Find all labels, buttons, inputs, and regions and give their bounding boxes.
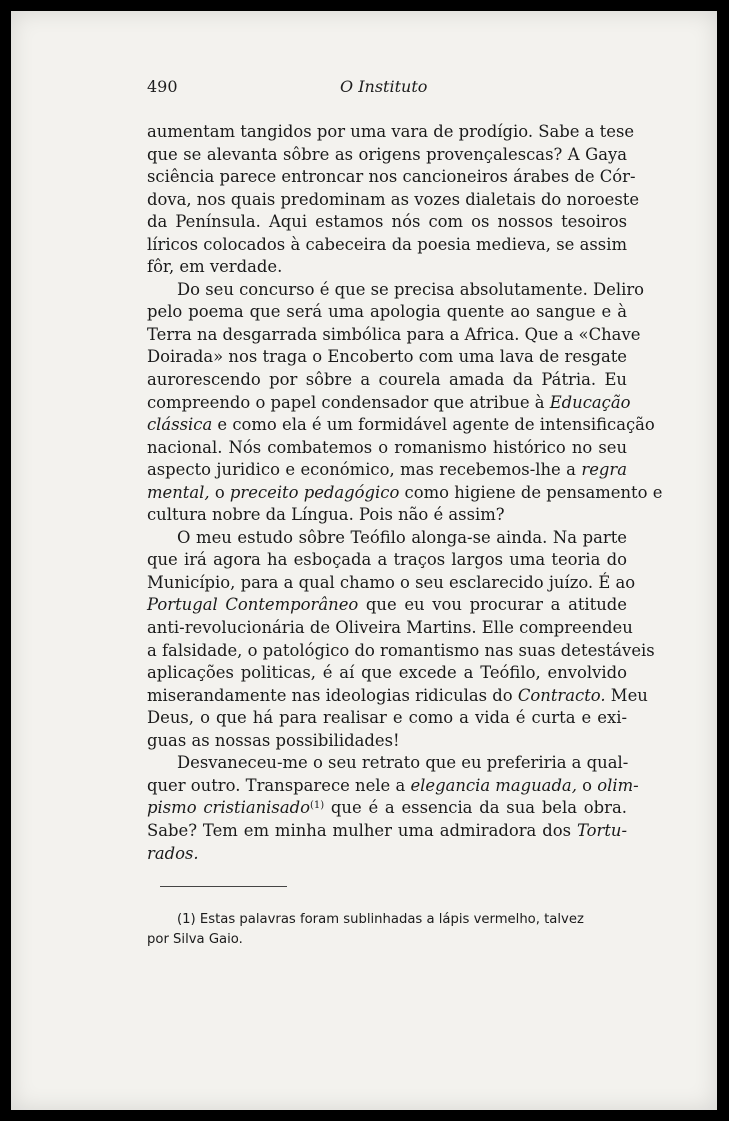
text-line: Terra na desgarrada simbólica para a Africa. Que a «Chave bbox=[147, 324, 641, 344]
text-line: quer outro. Transparece nele a elegancia maguada, o olim- bbox=[147, 775, 639, 795]
footnotes bbox=[147, 910, 627, 949]
text-line: aspecto juridico e económico, mas recebemos-lhe a regra bbox=[147, 460, 627, 480]
text-line: anti-revolucionária de Oliveira Martins. Elle compreendeu bbox=[147, 618, 633, 638]
running-head bbox=[147, 77, 581, 105]
journal-title: O Instituto bbox=[340, 77, 428, 96]
body-text bbox=[147, 121, 663, 865]
text-line: dova, nos quais predominam as vozes dialetais do noroeste bbox=[147, 189, 640, 209]
text-line: pelo poema que será uma apologia quente ao sangue e à bbox=[147, 302, 627, 322]
text-line: sciência parece entroncar nos cancioneiros árabes de Cór- bbox=[147, 167, 636, 187]
text-line: clássica e como ela é um formidável agente de intensificação bbox=[147, 415, 655, 435]
text-line: nacional. Nós combatemos o romanismo histórico no seu bbox=[147, 437, 627, 457]
text-line: que se alevanta sôbre as origens provençalescas? A Gaya bbox=[147, 144, 627, 164]
text-line: Doirada» nos traga o Encoberto com uma lava de resgate bbox=[147, 347, 627, 367]
text-line: rados. bbox=[147, 843, 199, 863]
text-line: miserandamente nas ideologias ridiculas do Contracto. Meu bbox=[147, 685, 648, 705]
text-line: que irá agora ha esboçada a traços largos uma teoria do bbox=[147, 550, 627, 570]
text-line: Deus, o que há para realisar e como a vida é curta e exi- bbox=[147, 708, 627, 728]
text-line: Sabe? Tem em minha mulher uma admiradora dos Tortu- bbox=[147, 820, 627, 840]
text-line: Município, para a qual chamo o seu esclarecido juízo. É ao bbox=[147, 572, 636, 592]
text-line: Portugal Contemporâneo que eu vou procurar a atitude bbox=[147, 595, 628, 615]
page-number: 490 bbox=[147, 77, 178, 96]
text-line: cultura nobre da Língua. Pois não é assim? bbox=[147, 505, 505, 525]
footnote-1 bbox=[147, 910, 627, 930]
text-line: compreendo o papel condensador que atribue à Educação bbox=[147, 392, 631, 412]
text-line: líricos colocados à cabeceira da poesia medieva, se assim bbox=[147, 234, 627, 254]
text-line: da Península. Aqui estamos nós com os nossos tesoiros bbox=[147, 212, 627, 232]
text-line: aplicações politicas, é aí que excede a Teófilo, envolvido bbox=[147, 663, 627, 683]
text-line: Do seu concurso é que se precisa absolutamente. Deliro bbox=[177, 279, 645, 299]
footnote-text: Estas palavras foram sublinhadas a lápis vermelho, talvez bbox=[199, 912, 584, 927]
text-line: guas as nossas possibilidades! bbox=[147, 730, 400, 750]
footnote-marker: (1) bbox=[177, 912, 196, 927]
text-line: mental, o preceito pedagógico como higiene de pensamento e bbox=[147, 482, 663, 502]
text-line: fôr, em verdade. bbox=[147, 257, 283, 277]
text-line: a falsidade, o patológico do romantismo nas suas detestáveis bbox=[147, 640, 655, 660]
text-line: Desvaneceu-me o seu retrato que eu preferiria a qual- bbox=[177, 753, 629, 773]
footnote-rule bbox=[160, 886, 287, 887]
text-line: aurorescendo por sôbre a courela amada da Pátria. Eu bbox=[147, 370, 627, 390]
text-line: O meu estudo sôbre Teófilo alonga-se ainda. Na parte bbox=[177, 527, 627, 547]
text-line: pismo cristianisado$^{(1)}$ que é a essencia da sua bela obra. bbox=[147, 798, 627, 818]
text-line: aumentam tangidos por uma vara de prodígio. Sabe a tese bbox=[147, 122, 635, 141]
footnote-1-cont: por Silva Gaio. bbox=[147, 931, 243, 947]
